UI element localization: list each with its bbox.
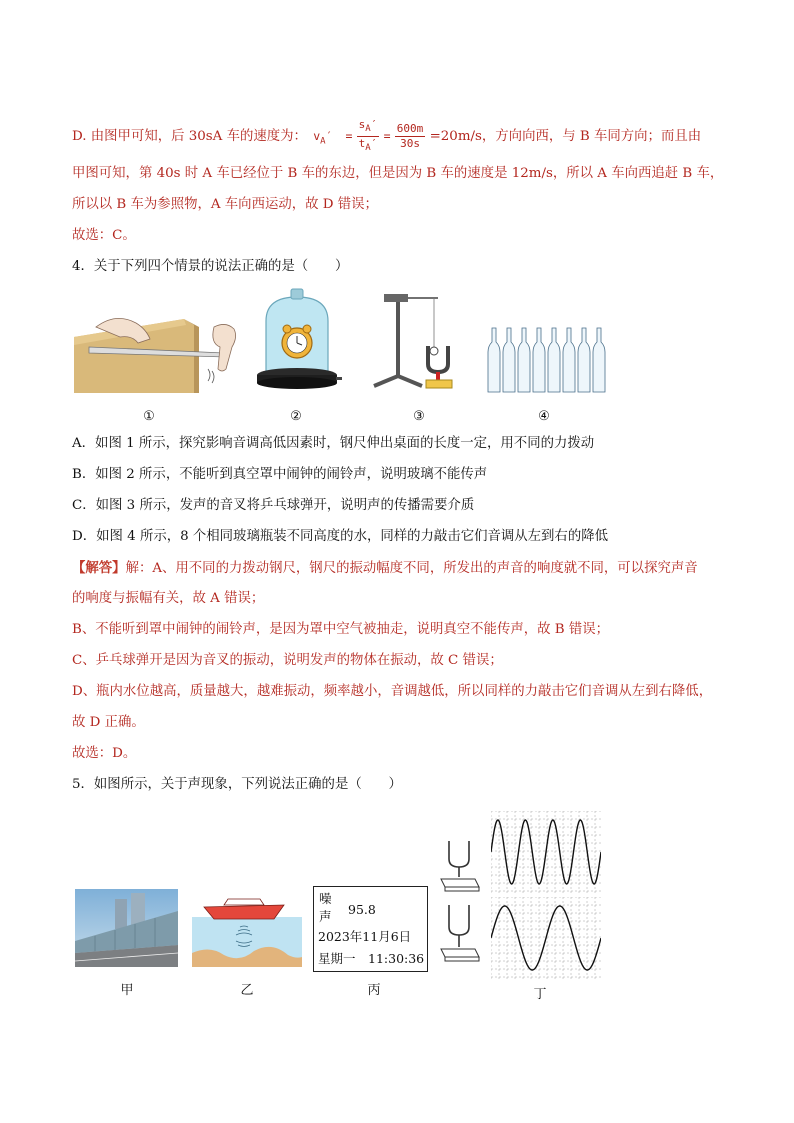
q3-option-d-line1 [72, 118, 701, 155]
bottle [593, 328, 605, 392]
q4-fig-label-4: ④ [538, 409, 550, 424]
q4-solution-line2: 的响度与振幅有关，故 A 错误； [72, 591, 265, 606]
q4-fig-label-1: ① [143, 409, 155, 424]
q4-option-d: D．如图 4 所示，8 个相同玻璃瓶装不同高度的水，同样的力敲击它们音调从左到右的降低 [72, 529, 608, 544]
figure-eight-bottles [484, 324, 606, 394]
q4-option-a: A．如图 1 所示，探究影响音调高低因素时，钢尺伸出桌面的长度一定，用不同的力拨动 [72, 436, 595, 451]
equals-sign-2: = [383, 129, 391, 144]
q5-stem: 5．如图所示，关于声现象，下列说法正确的是（ ） [72, 777, 402, 792]
q3-option-d-line2: 甲图可知，第 40s 时 A 车已经位于 B 车的东边，但是因为 B 车的速度是 12m/s，所以 A 车向西追赶 B 车， [72, 166, 724, 181]
q4-stem: 4．关于下列四个情景的说法正确的是（ ） [72, 259, 349, 274]
q4-solution-line6: 故 D 正确。 [72, 715, 145, 730]
noise-weekday-time: 星期一 11:30:36 [318, 951, 425, 966]
noise-label-1: 噪 [319, 891, 332, 906]
q4-solution-line1: 【解答】解：A、用不同的力拨动钢尺，钢尺的振动幅度不同，所发出的声音的响度就不同，可以探究声音 [72, 560, 698, 576]
noise-monitor-panel [313, 886, 428, 972]
q4-option-b: B．如图 2 所示，不能听到真空罩中闹钟的闹铃声，说明玻璃不能传声 [72, 467, 488, 482]
velocity-symbol: $v_A'$ [313, 129, 333, 147]
figure-ruler-on-table [74, 297, 244, 393]
q3-d-prefix: D. 由图甲可知，后 30sA 车的速度为： [72, 129, 307, 145]
q4-fig-label-2: ② [290, 409, 302, 424]
bottle [548, 328, 560, 392]
fraction-s-over-t: $\frac{s_A'}{t_A'}$ [358, 118, 378, 154]
waveform-high-frequency [491, 811, 601, 893]
waveform-line [491, 906, 601, 970]
bottle [563, 328, 575, 392]
waveform-line [491, 820, 601, 884]
q3-answer: 故选：C。 [72, 228, 136, 243]
noise-value: 95.8 [348, 902, 376, 917]
fraction-600-over-30: $\frac{600m}{30s}$ [396, 122, 424, 151]
q5-fig-label-jia: 甲 [120, 983, 134, 998]
q3-d-result: =20m/s，方向向西，与 B 车同方向；而且由 [429, 129, 702, 145]
q4-solution-line4: C、乒乓球弹开是因为音叉的振动，说明发声的物体在振动，故 C 错误； [72, 653, 503, 668]
equals-sign: = [345, 129, 353, 144]
q5-fig-label-bing: 丙 [367, 983, 381, 998]
bottle [488, 328, 500, 392]
noise-date: 2023年11月6日 [318, 929, 412, 944]
figure-highway-sound-barrier [75, 889, 178, 967]
q5-fig-label-yi: 乙 [240, 983, 254, 998]
figure-tuning-fork-ball [372, 290, 466, 392]
q4-answer: 故选：D。 [72, 746, 137, 761]
q4-fig-label-3: ③ [413, 409, 425, 424]
bottle [503, 328, 515, 392]
noise-label-2: 声 [319, 909, 332, 924]
q3-option-d-line3: 所以以 B 车为参照物，A 车向西运动，故 D 错误； [72, 197, 378, 212]
q4-option-c: C．如图 3 所示，发声的音叉将乒乓球弹开，说明声的传播需要介质 [72, 498, 475, 513]
q4-solution-line3: B、不能听到罩中闹钟的闹铃声，是因为罩中空气被抽走，说明真空不能传声，故 B 错误； [72, 622, 610, 637]
q5-fig-label-ding: 丁 [533, 987, 547, 1002]
waveform-low-frequency [491, 897, 601, 979]
bottle [578, 328, 590, 392]
figure-tuning-forks [437, 835, 483, 975]
figure-bell-jar-clock [252, 287, 342, 395]
bottle [533, 328, 545, 392]
q4-solution-line5: D、瓶内水位越高，质量越大，越难振动，频率越小，音调越低，所以同样的力敲击它们音调从左到右降低， [72, 684, 713, 699]
figure-boat-sonar [192, 893, 302, 967]
bottle [518, 328, 530, 392]
solution-tag: 【解答】 [72, 560, 126, 576]
